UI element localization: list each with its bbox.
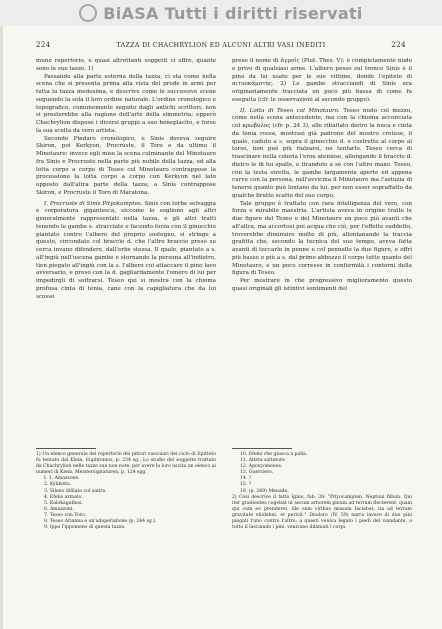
running-title: TAZZA DI CHACHRYLION ED ALCUNI ALTRI VASI INEDITI <box>116 41 326 49</box>
footnote-item: 16. (p. 269) Menade. <box>240 488 289 494</box>
right-column <box>232 58 412 294</box>
footnote-item: 7. Teseo con Toro. <box>44 512 87 518</box>
paragraph: Passando alla parte esterna della tazza, ci sta come nella scena che si presenta prima alla vista del prode in armi per tutta la tazza medesima, e descrive come le successive scene seguendo la sola il loro ordine naturale. L'ordine cronologico e topografico, comunemente seguito dagli antichi scrittori, non si presterebbe alla ragione dell'arte della simmetria; epperò Chachrylion dispose i diversi gruppi a suo beneplacito, e forse la sua scelta da vero artista. <box>36 73 216 134</box>
footnotes-right <box>232 452 412 531</box>
watermark-text: BiASA Tutti i diritti riservati <box>103 3 363 23</box>
footnote-item: I. 1. Amazzone. <box>44 476 80 482</box>
footnote-item: 15. ? <box>240 482 252 488</box>
footnote-item: 2. Kylikista. <box>44 482 72 488</box>
section-paragraph <box>36 201 216 302</box>
footnote: 1) Un elenco generale del repertorio dei pittori vascolari dei ciclo di Epitteto fu tentato dal Klein, Euphronios, p. 234 sg.; Lo studio del soggetto trattato da Chachrylion nelle tazze sue non note, per avere la loro uscita un elenco ai numeri di Klein, Meistersignaturen, p. 124 sgg. <box>36 452 216 476</box>
running-header <box>36 40 406 50</box>
page-number-right: 224 <box>391 41 406 49</box>
page-gutter <box>0 26 3 629</box>
paragraph: Secondo Pindaro cronologico, e Sinis doveva seguire Skiron, poi Kerkyon, Procruste, il Toro e da ultimo il Minotauro; invece egli mise la scena culminante del Minotauro fra Sinis e Procruste nella parte più nobile della tazza, ed alla lotta corpo a corpo di Teseo col Minotauro contrappose la processione la lotta corpo a corpo con Kerkyon nel lato opposto dall'altra parte della tazza; a Sinis contrappose Skiron, e Procruste il Toro di Maratona. <box>36 135 216 196</box>
watermark-banner <box>0 0 442 26</box>
section-heading: II. Lotta di Teseo col Minotauro. <box>240 107 340 114</box>
section-heading: I. Procruste di Sinis Pityokamptes. <box>44 200 143 207</box>
footnote-item: 3. Sileno difilato col satiro. <box>44 488 107 494</box>
left-column <box>36 58 216 301</box>
footnote-item: 13. Guerriero. <box>240 470 274 476</box>
footnote-rule <box>36 448 96 449</box>
footnote: 2) Così descrive il fatto Igino, fab. 38: "Pityocampten, Neptuni filium. Qui iter gradientes cogebat ut secum arborem pinum ad terram flecterent; quam qui cum eo prenderet, ille eam viribus missam faciebat; ita ad terram gravitate eliidebat, et perivit." Diodoro (IV, 59) narra invece di due pini piegati l'uno contro l'altro: a questi veniva legato i piedi del viandante, a tutto il lasciando i pini, venivano dilaniati i corpi. <box>232 494 412 531</box>
footnote-item: 10. Efebo che giuoca a palla. <box>240 452 308 457</box>
section-text: Teseo nudo col mezzo, come nella scena antecedente, ma con la chioma acconciata col κρώβυλος (cfr. p. 24 3), alle ribaltato dietro la nuca e cinta da tenia rossa, mostrasi già padrone del mostro cretese, il quale, caduto a s. sopra il ginocchio d. e costretto al corpo al torso, non può più rialzarsi, ne tentarlo. Teseo cerca di trascinare nella coloria l'eroe ateniese, allungando il braccio d. dietro le di lui spalle, e tirandolo a sè con l'altro mano. Teseo, con la testa stretta, le gambe largamente aperte ed appena curve con la persona, nell'avvicina il Minotauro ma l'astuzia di tenersi quanto può lontano da lui, per non esser sopraffatto da qualche brutto scatto del suo corpo. <box>232 107 413 199</box>
footnote-rule <box>232 448 292 449</box>
footnote-item: 5. Kalokagathos. <box>44 500 83 506</box>
page-number-left: 224 <box>36 41 51 49</box>
paragraph: mune repertorio, e quasi altrettanti soggetti ci offre, quante sono le sue tazze. 1) <box>36 58 216 72</box>
footnotes-left <box>36 452 216 531</box>
section-text: Sinis con torbe selvaggia e corporatura gigantesca, siccome lo sogliono agli altri generalmente rappresentati nella tazza, e gli altri tratti tenendo le gambe s. stracciate e facendo forza con il ginocchio piantato contro l'albero del proprio sostegno, si stringe a questo, circondato col braccio d. che l'altro braccio preso su cerca invano difendere, dall'erbe stessa. Il quale, piantato a s. all'ingiù nell'oscena gambe e stornando la persona all'indietro, tien piegato all'ingiù con la s. l'albero cui attaccare il pino lavo avversario, e preso con la d. gagliardamente l'omero di lui per impedirgli di sottrarsi. Teseo qui si mostra con la chioma profusa cinta di tenia, cane con la capigliatura che da lui scosso <box>36 200 216 300</box>
footnote-item: 12. Apoxyomenos. <box>240 464 283 470</box>
paragraph: Tale gruppo è trattato con rara intelligenza del vero, con forza e mirabile maestria. L'artista aveva in origine tratte le due figure del Teseo e del Minotauro un poco più avanti che all'altra, ma accortosi poi acqua che ciò, per l'effetto suddetto, troverebbe diminuire molto di più, allontanando la traccia grafitta che, secondo la tecnica del suo tempo, aveva fatta avanti di toccarle in penne e col pennello la due figure, e offrì più basso o più a s. dal primo abbozzo il corpo tutto quanto del Minotauro, e un poco corresse in conformità i contorni della figura di Teseo. <box>232 200 412 277</box>
paragraph: Per mostrare in che progressivo miglioramento questo quasi originali gli istintivi sentimenti del <box>232 278 412 292</box>
footnote-item: 4. Efebo armato. <box>44 494 83 500</box>
footnote-item: 11. Atleta saltatore. <box>240 458 287 464</box>
footnote-list <box>36 476 216 531</box>
footnote-list <box>232 452 412 495</box>
footnote-item: 6. Amazzoni. <box>44 506 74 512</box>
biasa-logo-icon <box>79 4 97 22</box>
footnote-item: 14. ? <box>240 476 252 482</box>
footnote-item: 8. Teseo Arianna e un'adoperazione (p. 244 sg.). <box>44 519 157 525</box>
section-paragraph <box>232 108 412 201</box>
footnote-item: 9. Ippo l'ippomeno di questa tazza. <box>44 525 126 531</box>
paragraph: preso il nome di ἀγροῖς (Plut. Thes. V); è completamente nudo e privo di qualsiasi arme. L'albero pesso sul tronco Sinis è il pino da lui usato per le sue vittime, donde l'epiteto di πιτυοκάμπτης. 2) Le gambe stracciandi di Sinis era originariamente tracciata un poco più bassa di come fu eseguita (cfr. le osservazioni al secondo gruppo). <box>232 58 412 103</box>
